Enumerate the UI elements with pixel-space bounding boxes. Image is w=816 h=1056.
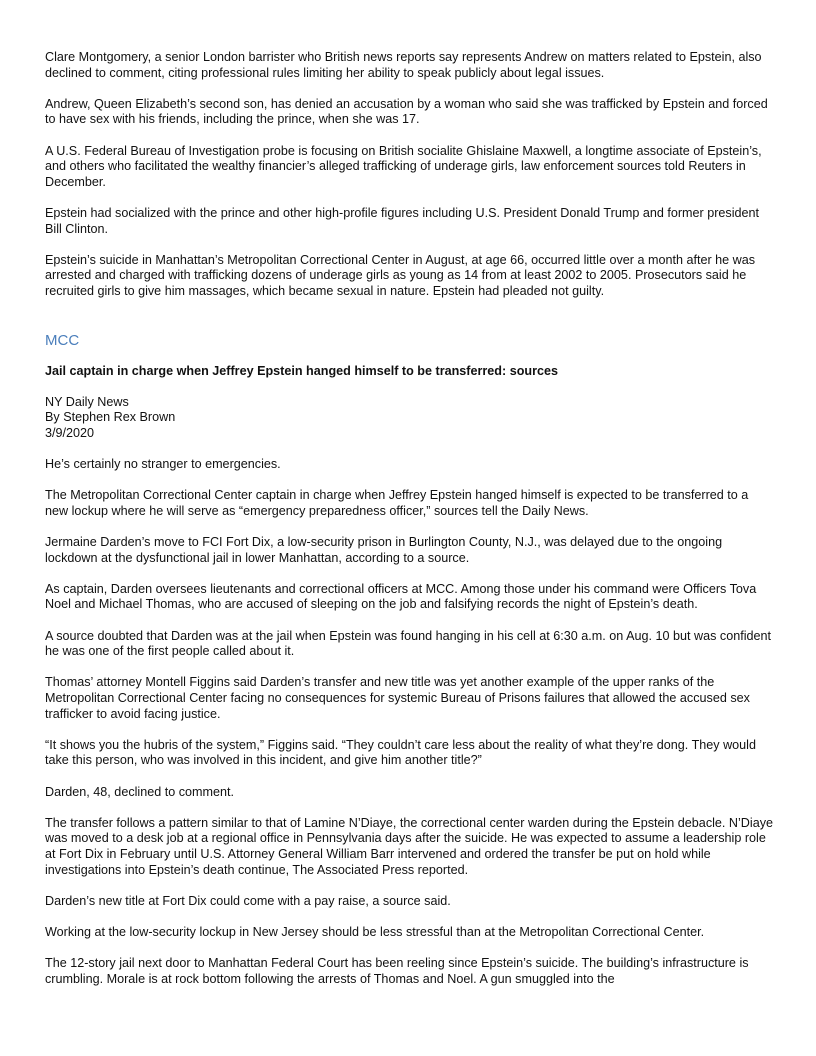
paragraph: A U.S. Federal Bureau of Investigation probe is focusing on British socialite Ghislaine Maxwell, a longtime associate of Epstein’s, and others who facilitated the wealthy financier’s alleged trafficking of underage girls, law enforcement sources told Reuters in December. [45, 143, 762, 189]
article-headline: Jail captain in charge when Jeffrey Epstein hanged himself to be transferred: sources [45, 363, 558, 378]
paragraph: Darden, 48, declined to comment. [45, 784, 235, 799]
paragraph: Thomas’ attorney Montell Figgins said Darden’s transfer and new title was yet another example of the upper ranks of the Metropolitan Correctional Center facing no consequences for systemic Bureau of Prisons failures that allowed the accused sex trafficker to avoid facing justice. [45, 675, 750, 721]
section-heading: MCC [45, 331, 80, 349]
paragraph: Clare Montgomery, a senior London barrister who British news reports say represents Andrew on matters related to Epstein, also declined to comment, citing professional rules limiting her ability to speak publicly about legal issues. [45, 50, 762, 80]
paragraph: “It shows you the hubris of the system,” Figgins said. “They couldn’t care less about the reality of what they’re dong. They would take this person, who was involved in this incident, and give him another title?” [45, 737, 756, 768]
paragraph: Working at the low-security lockup in New Jersey should be less stressful than at the Metropolitan Correctional Center. [45, 924, 705, 939]
paragraph: Darden’s new title at Fort Dix could come with a pay raise, a source said. [45, 893, 451, 908]
article-date: 3/9/2020 [45, 425, 95, 440]
paragraph: The transfer follows a pattern similar to that of Lamine N’Diaye, the correctional center warden during the Epstein debacle. N’Diaye was moved to a desk job at a regional office in Pennsylvania days after the suicide. He was expected to assume a leadership role at Fort Dix in February until U.S. Attorney General William Barr intervened and ordered the transfer be put on hold while investigations into Epstein’s death continue, The Associated Press reported. [45, 815, 774, 877]
article-author: By Stephen Rex Brown [45, 410, 176, 425]
paragraph: As captain, Darden oversees lieutenants and correctional officers at MCC. Among those under his command were Officers Tova Noel and Michael Thomas, who are accused of sleeping on the job and falsifying records the night of Epstein’s death. [45, 581, 757, 612]
article-body [45, 457, 773, 987]
paragraph: He’s certainly no stranger to emergencies. [45, 457, 281, 472]
paragraph: Andrew, Queen Elizabeth’s second son, has denied an accusation by a woman who said she was trafficked by Epstein and forced to have sex with his friends, including the prince, when she was 17. [45, 96, 768, 127]
article-source: NY Daily News [45, 394, 129, 409]
paragraph: Jermaine Darden’s move to FCI Fort Dix, a low-security prison in Burlington County, N.J., was delayed due to the ongoing lockdown at the dysfunctional jail in lower Manhattan, according to a source. [45, 535, 723, 565]
paragraph: Epstein had socialized with the prince and other high-profile figures including U.S. President Donald Trump and former president Bill Clinton. [45, 205, 760, 236]
paragraph: The 12-story jail next door to Manhattan Federal Court has been reeling since Epstein’s suicide. The building’s infrastructure is crumbling. Morale is at rock bottom following the arrests of Thomas and Noel. A gun smuggled into the [45, 956, 749, 986]
article-byline [45, 395, 773, 442]
paragraph: A source doubted that Darden was at the jail when Epstein was found hanging in his cell at 6:30 a.m. on Aug. 10 but was confident he was one of the first people called about it. [45, 628, 772, 659]
document-page [45, 50, 773, 1003]
paragraph: The Metropolitan Correctional Center captain in charge when Jeffrey Epstein hanged himself is expected to be transferred to a new lockup where he will serve as “emergency preparedness officer,” sources tell the Daily News. [45, 488, 749, 518]
paragraph: Epstein’s suicide in Manhattan’s Metropolitan Correctional Center in August, at age 66, occurred little over a month after he was arrested and charged with trafficking dozens of underage girls as young as 14 from at least 2002 to 2005. Prosecutors said he recruited girls to give him massages, which became sexual in nature. Epstein had pleaded not guilty. [45, 252, 756, 298]
previous-article-body [45, 50, 773, 300]
